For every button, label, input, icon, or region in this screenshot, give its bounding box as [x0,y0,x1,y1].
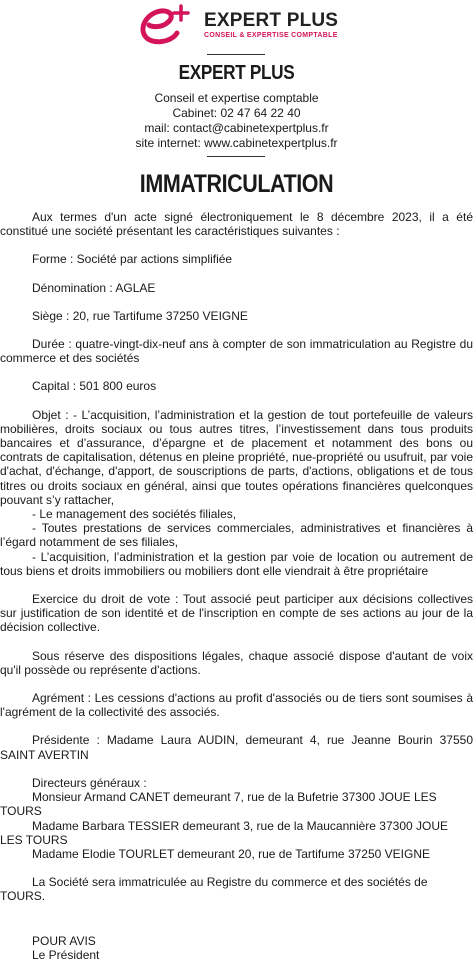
firm-name: EXPERT PLUS [178,62,295,84]
notice-pour-avis: POUR AVIS [32,933,96,948]
notice-body [0,210,473,962]
notice-objet-item: - Toutes prestations de services commerciales, administratives et financières à l’égard notamment de ses filiales, [0,521,473,550]
notice-objet-item: - L’acquisition, l’administration et la gestion par voie de location ou autrement de tous biens et droits immobiliers ou mobiliers dont elle viendrait à être propriétaire [0,549,473,578]
header-divider-top [207,54,265,55]
notice-vote: Exercice du droit de vote : Tout associé peut participer aux décisions collectives sur justification de son identité et de l'inscription en compte de ses actions au jour de la décision collective. [0,592,473,635]
header-divider-bottom [207,156,265,157]
firm-email: mail: contact@cabinetexpertplus.fr [144,121,329,135]
notice-agrement: Agrément : Les cessions d'actions au profit d'associés ou de tiers sont soumises à l'agrément de la collectivité des associés. [0,691,473,720]
notice-objet: Objet : - L’acquisition, l’administration et la gestion de tout portefeuille de valeurs mobilières, droits sociaux ou tous autres titres, l’investissement dans tous produits bancaires et d’assurance, d’épargne et de placement et notamment des bons ou contrats de capitalisation, détenus en pleine propriété, nue-propriété ou usufruit, par voie d'achat, d'échange, d'apport, de souscriptions de parts, d'actions, obligations et de tous titres ou droits sociaux en général, ainsi que toutes opérations financières quelconques pouvant s’y rattacher, [0,407,473,507]
firm-website: site internet: www.cabinetexpertplus.fr [135,136,338,150]
notice-directeur: Madame Barbara TESSIER demeurant 3, rue de la Maucannière 37300 JOUE LES TOURS [0,818,449,847]
notice-directeur: Monsieur Armand CANET demeurant 7, rue de la Bufetrie 37300 JOUE LES TOURS [0,790,437,819]
expert-plus-logo [137,3,347,47]
notice-registre: La Société sera immatriculée au Registre du commerce et des sociétés de TOURS. [0,875,428,904]
firm-subtitle: Conseil et expertise comptable [154,91,319,105]
notice-duree: Durée : quatre-vingt-dix-neuf ans à compter de son immatriculation au Registre du commerce et des sociétés [0,337,473,366]
notice-siege: Siège : 20, rue Tartifume 37250 VEIGNE [32,308,248,323]
notice-intro: Aux termes d'un acte signé électroniquement le 8 décembre 2023, il a été constitué une société présentant les caractéristiques suivantes : [0,210,473,239]
notice-reserve: Sous réserve des dispositions légales, chaque associé dispose d'autant de voix qu'il possède ou représente d'actions. [0,648,473,677]
notice-objet-item: - Le management des sociétés filiales, [32,507,237,522]
expert-plus-logo-mark [137,3,197,47]
notice-title: IMMATRICULATION [139,170,334,198]
firm-phone: Cabinet: 02 47 64 22 40 [172,106,301,120]
notice-denomination: Dénomination : AGLAE [32,280,156,295]
logo-name: EXPERT PLUS [204,10,339,31]
notice-capital: Capital : 501 800 euros [32,379,157,394]
logo-tagline: CONSEIL & EXPERTISE COMPTABLE [204,32,338,39]
notice-forme: Forme : Société par actions simplifiée [32,252,233,267]
notice-presidente: Présidente : Madame Laura AUDIN, demeurant 4, rue Jeanne Bourin 37550 SAINT AVERTIN [0,733,473,762]
notice-signataire: Le Président [32,947,100,962]
notice-directeurs-label: Directeurs généraux : [32,775,147,790]
notice-directeur: Madame Elodie TOURLET demeurant 20, rue de Tartifume 37250 VEIGNE [32,846,430,861]
